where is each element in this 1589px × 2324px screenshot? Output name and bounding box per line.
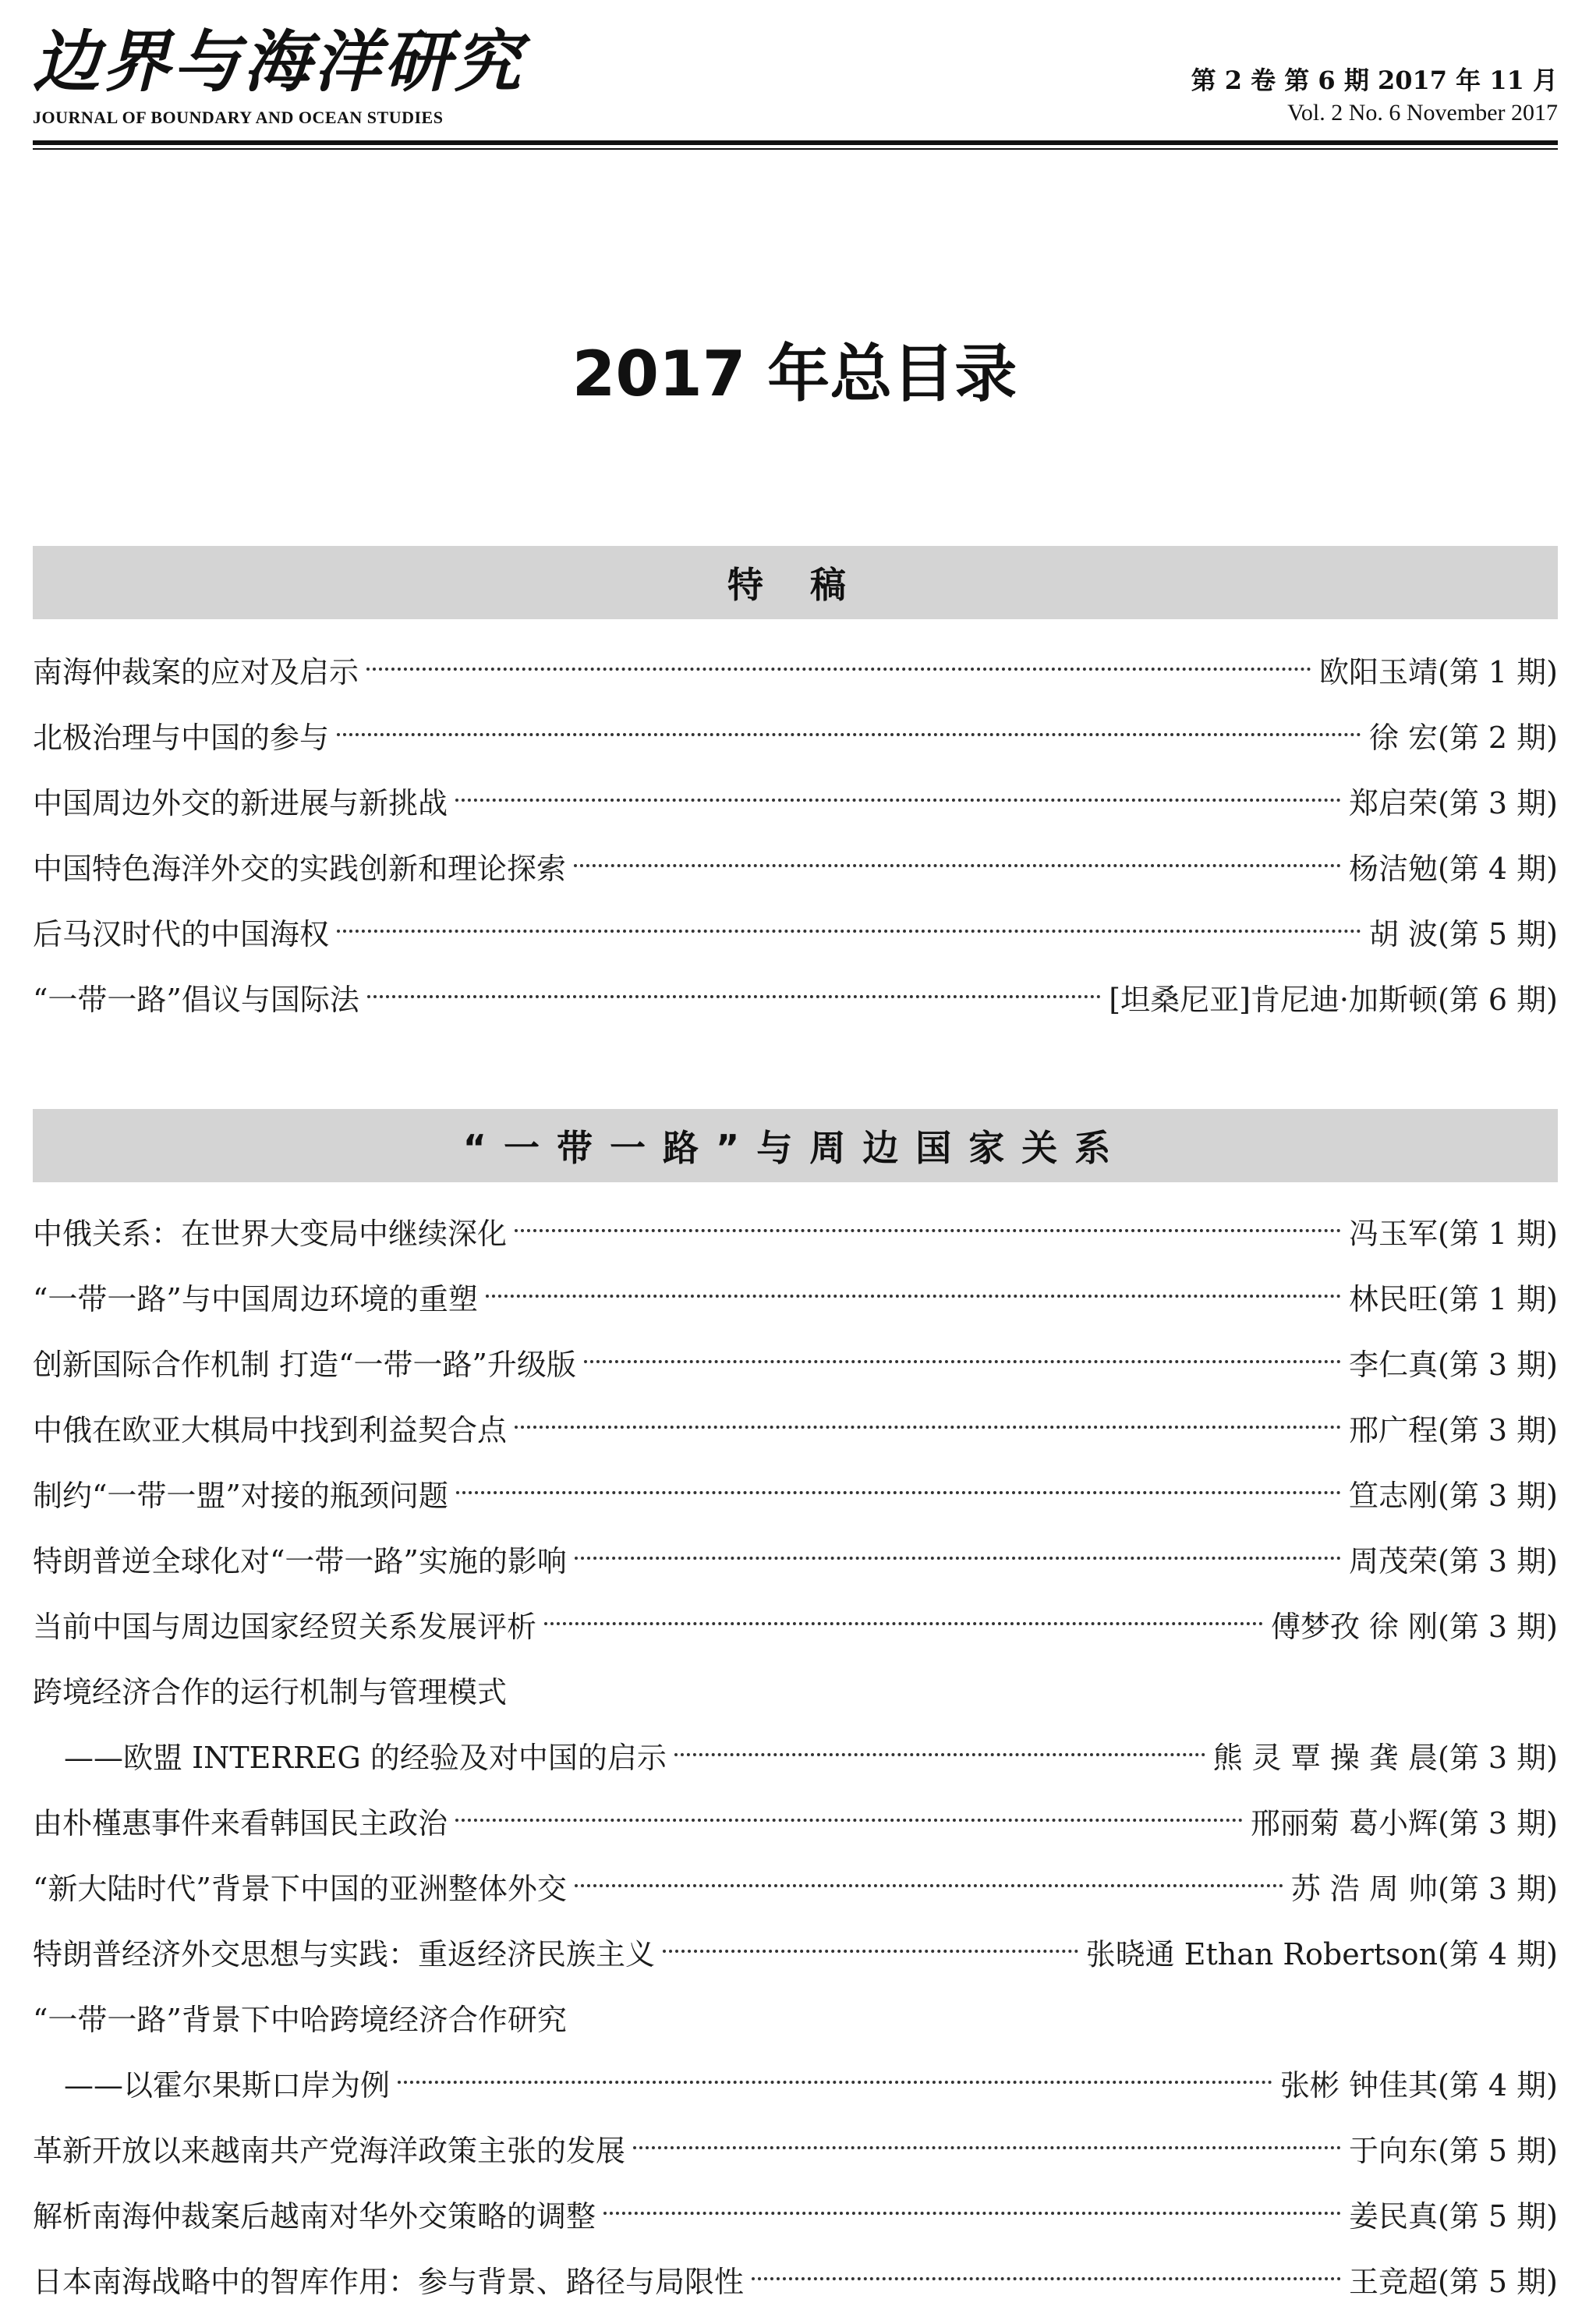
toc-entry-author: 郑启荣 (1348, 785, 1438, 820)
dot-leader (584, 1360, 1341, 1363)
dot-leader (337, 930, 1361, 933)
toc-entry-issue: (第 3 期) (1438, 1543, 1558, 1578)
toc-entry (33, 1263, 1558, 1329)
dot-leader (575, 1884, 1283, 1887)
dot-leader (574, 864, 1341, 867)
toc-entry (33, 1460, 1558, 1525)
toc-entry-issue: (第 3 期) (1438, 785, 1558, 820)
toc-entry-issue: (第 5 期) (1438, 2264, 1558, 2299)
dot-leader (515, 1229, 1341, 1232)
toc-entry-author: 张晓通 Ethan Robertson (1085, 1936, 1438, 1972)
toc-entry (33, 1722, 1558, 1787)
dot-leader (366, 668, 1311, 671)
toc-entry-title: 中俄在欧亚大棋局中找到利益契合点 (33, 1412, 508, 1447)
dot-leader (663, 1950, 1078, 1953)
toc-entry-author: 林民旺 (1348, 1281, 1438, 1316)
toc-entry-title: “一带一路”与中国周边环境的重塑 (33, 1281, 478, 1316)
toc-entry-author: 徐 宏 (1368, 720, 1438, 755)
toc-entry (33, 1329, 1558, 1394)
toc-entry-author: [坦桑尼亚]肯尼迪·加斯顿 (1109, 982, 1438, 1017)
toc-entry-issue: (第 1 期) (1438, 1281, 1558, 1316)
dot-leader (337, 733, 1361, 736)
toc-entry-title: 北极治理与中国的参与 (33, 720, 330, 755)
toc-entry-title: ——欧盟 INTERREG 的经验及对中国的启示 (64, 1740, 667, 1775)
dot-leader (674, 1753, 1205, 1756)
toc-entry-title: 解析南海仲裁案后越南对华外交策略的调整 (33, 2198, 596, 2234)
toc-entry-author: 熊 灵 覃 操 龚 晨 (1212, 1740, 1438, 1775)
toc-entry-issue: (第 3 期) (1438, 1478, 1558, 1513)
toc-entry-author: 于向东 (1348, 2133, 1438, 2168)
toc-entry-title: 中俄关系：在世界大变局中继续深化 (33, 1216, 508, 1251)
toc-entry-author: 王竞超 (1348, 2264, 1438, 2299)
dot-leader (515, 1426, 1341, 1429)
page-title: 2017 年总目录 (572, 338, 1017, 410)
toc-entry (33, 1656, 1558, 1722)
toc-entry (33, 1525, 1558, 1591)
toc-entry-title: “新大陆时代”背景下中国的亚洲整体外交 (33, 1871, 567, 1906)
toc-entry (33, 833, 1558, 898)
toc-entry-issue: (第 5 期) (1438, 2133, 1558, 2168)
section-heading-special: 特 稿 (33, 546, 1558, 619)
toc-entry (33, 2181, 1558, 2246)
page-header (33, 17, 1558, 142)
toc-entry-author: 冯玉军 (1348, 1216, 1438, 1251)
toc-entry-issue: (第 3 期) (1438, 1347, 1558, 1382)
toc-entry-title: 跨境经济合作的运行机制与管理模式 (33, 1674, 508, 1709)
toc-entry (33, 1787, 1558, 1853)
toc-entry-title: 后马汉时代的中国海权 (33, 916, 330, 951)
toc-entry (33, 1984, 1558, 2049)
toc-entry-author: 李仁真 (1348, 1347, 1438, 1382)
toc-entry-author: 杨洁勉 (1348, 851, 1438, 886)
issue-info-cn: 第 2 卷 第 6 期 2017 年 11 月 (1191, 66, 1558, 95)
issue-info-en: Vol. 2 No. 6 November 2017 (1287, 100, 1558, 126)
toc-entry (33, 2049, 1558, 2115)
toc-entry-title: 南海仲裁案的应对及启示 (33, 654, 359, 689)
toc-entry-title: 中国周边外交的新进展与新挑战 (33, 785, 448, 820)
toc-entry (33, 1591, 1558, 1656)
toc-entry-title: 制约“一带一盟”对接的瓶颈问题 (33, 1478, 448, 1513)
toc-entry-title: “一带一路”倡议与国际法 (33, 982, 359, 1017)
toc-entry-author: 欧阳玉靖 (1318, 654, 1438, 689)
toc-entry-issue: (第 1 期) (1438, 1216, 1558, 1251)
toc-entry-title: 中国特色海洋外交的实践创新和理论探索 (33, 851, 567, 886)
toc-list-belt-road (33, 1198, 1558, 2312)
dot-leader (455, 799, 1341, 802)
toc-entry-author: 张彬 钟佳其 (1279, 2067, 1438, 2103)
toc-entry-issue: (第 5 期) (1438, 2198, 1558, 2234)
toc-entry-author: 笪志刚 (1348, 1478, 1438, 1513)
toc-entry (33, 1394, 1558, 1460)
toc-entry-issue: (第 3 期) (1438, 1871, 1558, 1906)
toc-entry-title: 当前中国与周边国家经贸关系发展评析 (33, 1609, 537, 1644)
toc-entry-issue: (第 2 期) (1438, 720, 1558, 755)
toc-entry (33, 1853, 1558, 1918)
toc-entry-issue: (第 4 期) (1438, 1936, 1558, 1972)
toc-entry (33, 1918, 1558, 1984)
toc-entry-author: 胡 波 (1368, 916, 1438, 951)
dot-leader (367, 995, 1101, 998)
toc-entry-issue: (第 6 期) (1438, 982, 1558, 1017)
dot-leader (575, 1557, 1341, 1560)
dot-leader (633, 2146, 1341, 2149)
toc-entry (33, 767, 1558, 833)
toc-entry-issue: (第 3 期) (1438, 1412, 1558, 1447)
header-rule-thin (33, 148, 1558, 150)
dot-leader (752, 2277, 1341, 2280)
toc-entry (33, 1198, 1558, 1263)
toc-entry-title: 特朗普经济外交思想与实践：重返经济民族主义 (33, 1936, 656, 1972)
toc-entry (33, 702, 1558, 767)
journal-logo: 边界与海洋研究 (33, 23, 524, 101)
toc-list-special (33, 636, 1558, 1029)
dot-leader (603, 2212, 1341, 2215)
toc-entry-issue: (第 4 期) (1438, 851, 1558, 886)
toc-entry-issue: (第 3 期) (1438, 1805, 1558, 1840)
toc-entry-title: 创新国际合作机制 打造“一带一路”升级版 (33, 1347, 576, 1382)
toc-entry-title: 革新开放以来越南共产党海洋政策主张的发展 (33, 2133, 626, 2168)
toc-entry-author: 邢丽菊 葛小辉 (1250, 1805, 1438, 1840)
toc-entry-title: 特朗普逆全球化对“一带一路”实施的影响 (33, 1543, 567, 1578)
toc-entry (33, 2115, 1558, 2181)
toc-entry-author: 邢广程 (1348, 1412, 1438, 1447)
toc-entry-issue: (第 1 期) (1438, 654, 1558, 689)
toc-entry-issue: (第 3 期) (1438, 1740, 1558, 1775)
toc-entry-author: 周茂荣 (1348, 1543, 1438, 1578)
toc-entry-title: 由朴槿惠事件来看韩国民主政治 (33, 1805, 448, 1840)
dot-leader (456, 1491, 1341, 1494)
toc-entry-issue: (第 3 期) (1438, 1609, 1558, 1644)
toc-entry (33, 636, 1558, 702)
toc-entry-author: 姜民真 (1348, 2198, 1438, 2234)
toc-entry-title: 日本南海战略中的智库作用：参与背景、路径与局限性 (33, 2264, 745, 2299)
toc-entry (33, 898, 1558, 964)
journal-name-en: JOURNAL OF BOUNDARY AND OCEAN STUDIES (33, 108, 444, 127)
dot-leader (544, 1622, 1263, 1625)
section-heading-belt-road: “一带一路”与周边国家关系 (33, 1109, 1558, 1182)
toc-entry-author: 傅梦孜 徐 刚 (1270, 1609, 1438, 1644)
toc-entry-title: “一带一路”背景下中哈跨境经济合作研究 (33, 2002, 567, 2037)
toc-entry-author: 苏 浩 周 帅 (1290, 1871, 1438, 1906)
toc-entry (33, 964, 1558, 1029)
toc-entry-title: ——以霍尔果斯口岸为例 (64, 2067, 391, 2103)
toc-entry-issue: (第 4 期) (1438, 2067, 1558, 2103)
toc-entry-issue: (第 5 期) (1438, 916, 1558, 951)
dot-leader (455, 1819, 1243, 1822)
toc-entry (33, 2246, 1558, 2312)
header-rule-thick (33, 140, 1558, 145)
dot-leader (486, 1295, 1341, 1298)
dot-leader (398, 2081, 1272, 2084)
